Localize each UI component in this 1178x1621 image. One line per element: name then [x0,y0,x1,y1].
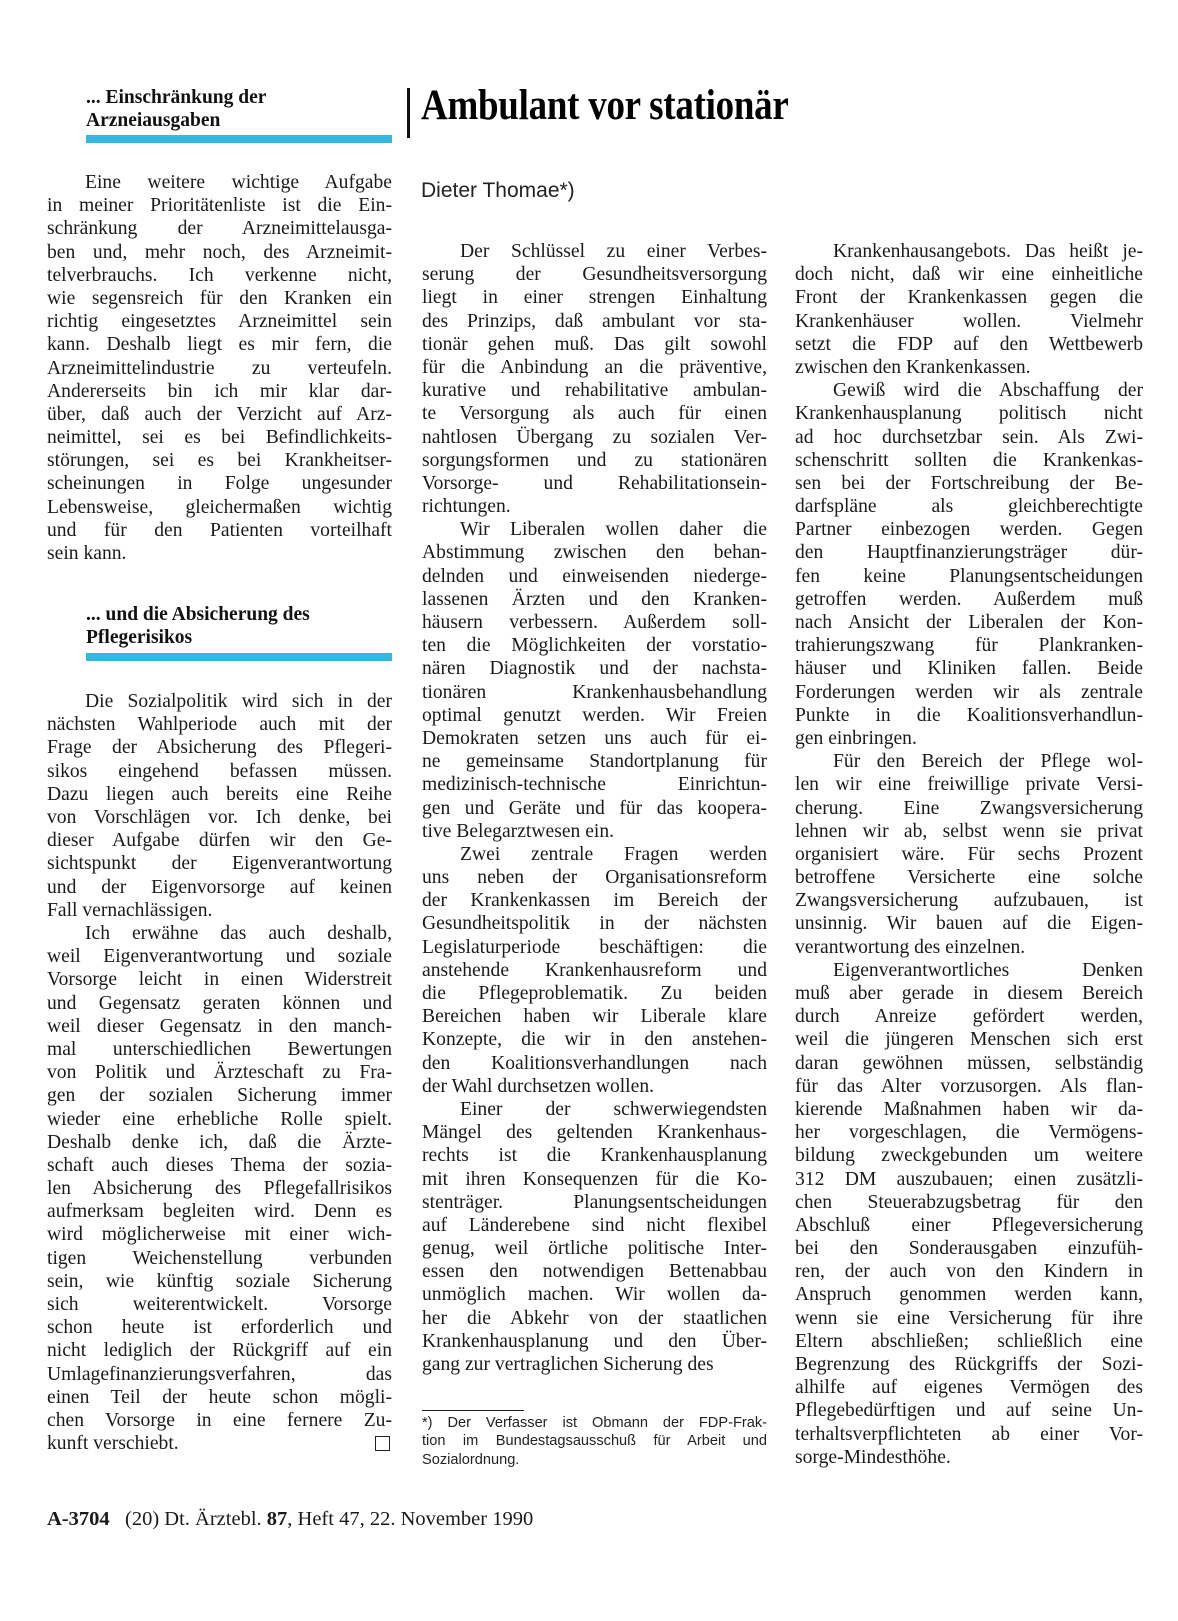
section-heading-1-line-2: Arzneiausgaben [86,110,221,131]
text-line: Konzepte, die wir in den anstehen- [422,1029,767,1051]
text-line: serung der Gesundheitsversorgung [422,264,767,286]
text-line: störungen, sei es bei Krankheitser- [47,450,392,472]
section-heading-2-accent-bar [86,653,392,661]
text-line: wird möglicherweise mit einer wich- [47,1224,392,1246]
article-title: Ambulant vor stationär [421,82,789,129]
text-line: sein, wie künftig soziale Sicherung [47,1270,392,1292]
text-line: unsinnig. Wir bauen auf die Eigen- [795,913,1143,935]
text-line: Krankenhäuser wollen. Vielmehr [795,310,1143,332]
text-line: scheinungen in Folge ungesunder [47,473,392,495]
text-line: zwischen den Krankenkassen. [795,356,1031,378]
text-line: te Versorgung als auch für einen [422,403,767,425]
text-line: Zwei zentrale Fragen werden [460,843,767,865]
section-1-paragraph-1 [47,171,392,565]
text-line: lassenen Ärzten und den Kranken- [422,588,767,610]
text-line: Legislaturperiode beschäftigen: die [422,936,767,958]
text-line: Pflegebedürftigen und auf seine Un- [795,1400,1143,1422]
text-line: der Wahl durchsetzen wollen. [422,1075,655,1097]
text-line: cherung. Eine Zwangsversicherung [795,797,1143,819]
text-line: dieser Aufgabe dürfen wir den Ge- [47,830,392,852]
main-column-2 [795,240,1143,1469]
section-2-paragraph-1 [47,690,392,922]
footnote-line: *) Der Verfasser ist Obmann der FDP-Frak- [422,1415,767,1431]
text-line: einen Teil der heute schon mögli- [47,1386,392,1408]
text-line: lehnen wir ab, selbst wenn sie privat [795,820,1143,842]
text-line: schaft auch dieses Thema der sozia- [47,1154,392,1176]
text-line: Gesundheitspolitik in der nächsten [422,913,767,935]
text-line: wenn sie eine Versicherung für ihre [795,1307,1143,1329]
text-line: darfspläne als gleichberechtigte [795,496,1143,518]
text-line: nahtlosen Übergang zu sozialen Ver- [422,426,767,448]
text-line: Dazu liegen auch bereits eine Reihe [47,783,392,805]
text-line: kurative und rehabilitative ambulan- [422,380,767,402]
text-line: Eine weitere wichtige Aufgabe [85,172,392,193]
section-2-paragraph-2 [47,922,392,1455]
text-line: tionär gehen muß. Das gilt sowohl [422,333,767,355]
text-line: genug, weil örtliche politische Inter- [422,1238,767,1260]
footnote [422,1414,767,1469]
text-line: Eigenverantwortliches Denken [833,959,1143,981]
text-line: gen einbringen. [795,727,917,749]
text-line: setzt die FDP auf den Wettbewerb [795,333,1143,355]
text-line: Punkte in die Koalitionsverhandlun- [795,704,1143,726]
section-heading-1 [86,86,392,132]
text-line: den Koalitionsverhandlungen nach [422,1052,767,1074]
issue-prefix: (20) Dt. Ärztebl. [125,1508,262,1530]
page-footer [47,1506,533,1532]
text-line: trahierungszwang für Plankranken- [795,635,1143,657]
text-line: sorge-Mindesthöhe. [795,1446,951,1468]
text-line: Abstimmung zwischen den behan- [422,542,767,564]
text-line: Einer der schwerwiegendsten [460,1098,767,1120]
text-line: stenträger. Planungsentscheidungen [422,1191,767,1213]
text-line: 312 DM auszubauen; einen zusätzli- [795,1168,1143,1190]
text-line: gang zur vertraglichen Sicherung des [422,1354,714,1375]
text-line: nach Ansicht der Liberalen der Kon- [795,612,1143,633]
text-line: gen und Geräte und für das koopera- [422,797,767,819]
text-line: rechts ist die Krankenhausplanung [422,1145,767,1167]
text-line: liegt in einer strengen Einhaltung [422,287,767,309]
text-line: sich weiterentwickelt. Vorsorge [47,1294,392,1315]
text-line: tigen Weichenstellung verbunden [47,1247,392,1269]
section-heading-1-line-1: ... Einschränkung der [86,87,267,108]
text-line: fen keine Planungsentscheidungen [795,565,1143,587]
text-line: muß aber gerade in diesem Bereich [795,983,1143,1004]
issue-suffix: , Heft 47, 22. November 1990 [287,1508,534,1530]
text-line: Wir Liberalen wollen daher die [460,519,767,541]
text-line: bei den Sonderausgaben einzufüh- [795,1238,1143,1260]
text-line: Anspruch genommen werden kann, [795,1284,1143,1306]
footnote-line: tion im Bundestagsausschuß für Arbeit und [422,1433,767,1450]
section-heading-2 [86,603,392,649]
text-line: Der Schlüssel zu einer Verbes- [460,241,767,262]
text-line: den Hauptfinanzierungsträger dür- [795,542,1143,564]
text-line: häuser und Kliniken fallen. Beide [795,658,1143,680]
text-line: von Politik und Ärzteschaft zu Fra- [47,1062,392,1084]
text-line: wie segensreich für den Kranken ein [47,287,392,309]
title-rule [407,88,410,138]
text-line: der Krankenkassen im Bereich der [422,890,767,912]
text-line: von Vorschlägen vor. Ich denke, bei [47,806,392,828]
text-line: auf Länderebene sind nicht flexibel [422,1214,767,1236]
text-line: sen bei der Fortschreibung der Be- [795,472,1143,494]
text-line: gen der sozialen Sicherung immer [47,1085,392,1107]
text-line: bildung zweckgebunden um weitere [795,1145,1143,1167]
text-line: sorgungsformen und zu stationären [422,449,767,471]
text-line: kierende Maßnahmen haben wir da- [795,1098,1143,1120]
text-line: für das Alter vorzusorgen. Als flan- [795,1075,1143,1097]
text-line: Die Sozialpolitik wird sich in der [85,691,392,712]
text-line: terhaltsverpflichteten ab einer Vor- [795,1423,1143,1445]
text-line: mit ihren Konsequenzen für die Ko- [422,1168,767,1190]
section-heading-2-line-1: ... und die Absicherung des [86,604,310,625]
text-line: weil die jüngeren Menschen sich erst [795,1029,1143,1051]
section-heading-2-line-2: Pflegerisikos [86,627,193,648]
text-line: tionären Krankenhausbehandlung [422,681,767,703]
text-line: schon heute ist erforderlich und [47,1317,392,1339]
text-line: durch Anreize gefördert werden, [795,1006,1143,1028]
text-line: Begrenzung des Rückgriffs der Sozi- [795,1354,1143,1375]
section-heading-1-accent-bar [86,135,392,143]
text-line: essen den notwendigen Bettenabbau [422,1261,767,1283]
text-line: Abschluß einer Pflegeversicherung [795,1214,1143,1236]
text-line: ad hoc durchsetzbar sein. Als Zwi- [795,426,1143,448]
text-line: sikos eingehend befassen müssen. [47,760,392,782]
text-line: für die Anbindung an die präventive, [422,356,767,378]
text-line: verantwortung des einzelnen. [795,936,1026,958]
text-line: Gewiß wird die Abschaffung der [833,380,1143,402]
text-line: Vorsorge leicht in einen Widerstreit [47,969,392,991]
text-line: ben und, mehr noch, des Arzneimit- [47,241,392,263]
text-line: her die Abkehr von der staatlichen [422,1307,767,1329]
text-line: Bereichen haben wir Liberale klare [422,1006,767,1028]
text-line: getroffen werden. Außerdem muß [795,588,1143,610]
text-line: Krankenhausplanung politisch nicht [795,403,1143,425]
end-of-article-square-icon [375,1436,390,1451]
text-line: ten die Möglichkeiten der vorstatio- [422,635,767,657]
text-line: des Prinzips, daß ambulant vor sta- [422,310,767,332]
text-line: nicht lediglich der Rückgriff auf ein [47,1340,392,1362]
text-line: organisiert wäre. Für sechs Prozent [795,843,1143,865]
volume-number: 87 [266,1508,288,1530]
text-line: betroffene Versicherte eine solche [795,867,1143,889]
text-line: wieder eine erhebliche Rolle spielt. [47,1108,392,1130]
text-line: in meiner Prioritätenliste ist die Ein- [47,195,392,217]
text-line: anstehende Krankenhausreform und [422,959,767,981]
text-line: Front der Krankenkassen gegen die [795,287,1143,309]
text-line: Eltern abschließen; schließlich eine [795,1330,1143,1352]
text-line: weil dieser Gegensatz in den manch- [47,1015,392,1037]
text-line: telverbrauchs. Ich verkenne nicht, [47,264,392,286]
text-line: chen Steuerabzugsbetrag für den [795,1191,1143,1213]
text-line: neimittel, sei es bei Befindlichkeits- [47,427,392,449]
footnote-rule [422,1410,524,1411]
text-line: Lebensweise, gleichermaßen wichtig [47,496,392,518]
text-line: schränkung der Arzneimittelausga- [47,218,392,240]
text-line: häusern verbessern. Außerdem soll- [422,612,767,633]
text-line: Demokraten setzen uns auch für ei- [422,727,767,749]
text-line: Ich erwähne das auch deshalb, [85,923,392,944]
footnote-line: Sozialordnung. [422,1451,520,1468]
text-line: kunft verschiebt. [47,1432,392,1455]
text-line: len wir eine freiwillige private Versi- [795,774,1143,796]
text-line: weil Eigenverantwortung und soziale [47,946,392,968]
text-line: über, daß auch der Verzicht auf Arz- [47,403,392,425]
text-line: nächsten Wahlperiode auch mit der [47,714,392,736]
article-author: Dieter Thomae*) [421,179,575,202]
text-line: uns neben der Organisationsreform [422,867,767,889]
text-line: mal unterschiedlichen Bewertungen [47,1038,392,1060]
text-line: optimal genutzt werden. Wir Freien [422,704,767,726]
text-line: chen Vorsorge in eine fernere Zu- [47,1409,392,1431]
text-line: aufmerksam begleiten wird. Denn es [47,1201,392,1223]
text-line: schenschritt sollten die Krankenkas- [795,449,1143,471]
text-line: richtungen. [422,496,511,518]
main-column-1 [422,240,767,1376]
text-line: Fall vernachlässigen. [47,899,213,921]
text-line: Frage der Absicherung des Pflegeri- [47,737,392,759]
text-line: die Pflegeproblematik. Zu beiden [422,983,767,1004]
text-line: Partner einbezogen werden. Gegen [795,519,1143,541]
text-line: Umlagefinanzierungsverfahren, das [47,1363,392,1385]
text-line: nären Diagnostik und der nachsta- [422,658,767,680]
text-line: Krankenhausplanung und den Über- [422,1330,767,1352]
text-line: Krankenhausangebots. Das heißt je- [833,241,1143,262]
text-line: ren, der auch von den Kindern in [795,1261,1143,1283]
text-line: Andererseits bin ich mir klar dar- [47,380,392,402]
text-line: Vorsorge- und Rehabilitationsein- [422,472,767,494]
text-line: alhilfe auf eigenes Vermögen des [795,1377,1143,1399]
text-line: sein kann. [47,543,127,564]
text-line: Zwangsversicherung aufzubauen, ist [795,890,1143,912]
text-line: Mängel des geltenden Krankenhaus- [422,1122,767,1144]
text-line: Für den Bereich der Pflege wol- [833,751,1143,773]
text-line: daran gewöhnen müssen, selbständig [795,1052,1143,1074]
text-line: len Absicherung des Pflegefallrisikos [47,1178,392,1200]
text-line: Arzneimittelindustrie zu verteufeln. [47,357,392,379]
text-line: unmöglich machen. Wir wollen da- [422,1284,767,1306]
text-line: Forderungen werden wir als zentrale [795,681,1143,703]
text-line: delnden und einweisenden niederge- [422,565,767,587]
text-line: tive Belegarztwesen ein. [422,820,615,842]
text-line: richtig eingesetztes Arzneimittel sein [47,311,392,333]
text-line: und für den Patienten vorteilhaft [47,519,392,541]
page-code: A-3704 [47,1508,110,1530]
text-line: sichtspunkt der Eigenverantwortung [47,853,392,875]
text-line: her vorgeschlagen, die Vermögens- [795,1122,1143,1144]
text-line: Deshalb denke ich, daß die Ärzte- [47,1131,392,1153]
text-line: kann. Deshalb liegt es mir fern, die [47,334,392,356]
text-line: und Gegensatz geraten können und [47,992,392,1014]
text-line: medizinisch-technische Einrichtun- [422,774,767,796]
text-line: doch nicht, daß wir eine einheitliche [795,264,1143,286]
text-line: ne gemeinsame Standortplanung für [422,751,767,773]
text-line: und der Eigenvorsorge auf keinen [47,876,392,898]
